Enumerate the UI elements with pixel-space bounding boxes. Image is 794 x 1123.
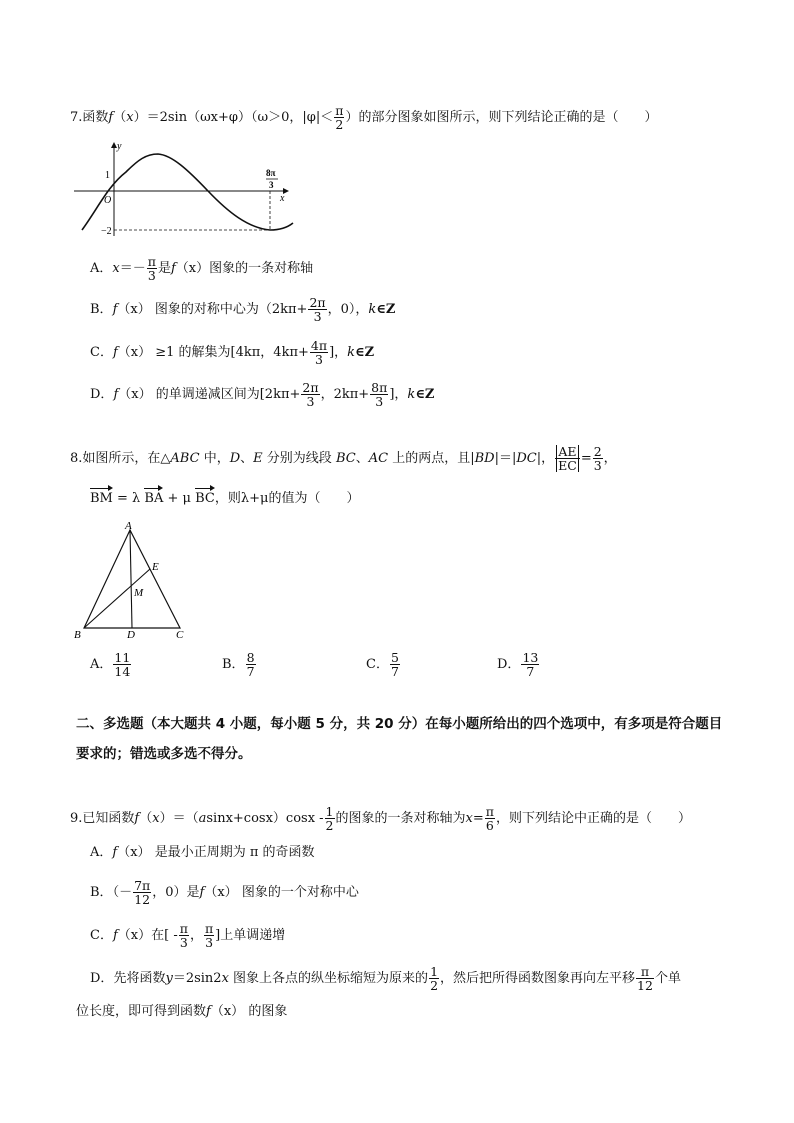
frac-num: 4π xyxy=(310,338,328,353)
q8-stem-text: = λ xyxy=(112,491,145,506)
q8-stem-text: |， xyxy=(536,451,555,466)
frac-num: 8 xyxy=(246,650,255,665)
graph-neg2: −2 xyxy=(101,226,112,237)
option-text: 是 xyxy=(157,261,171,276)
frac-num: π xyxy=(147,254,156,269)
option-text: ]， xyxy=(389,387,408,402)
frac-7pi-12 xyxy=(133,879,151,906)
frac-1-2 xyxy=(429,965,439,992)
frac-num: 2π xyxy=(302,380,319,395)
option-text: ，0）是 xyxy=(152,885,200,900)
frac-num: 8π xyxy=(371,380,388,395)
frac-num: π xyxy=(179,921,188,936)
option-label: C． xyxy=(366,657,389,672)
var-f: f xyxy=(112,845,118,860)
option-text: （x） xyxy=(175,261,210,276)
option-text: ，2kπ+ xyxy=(320,387,370,402)
q7-sine-graph xyxy=(68,140,298,240)
option-text: ]上单调递增 xyxy=(215,928,286,943)
option-text: ≥1 的解集为[4kπ，4kπ+ xyxy=(155,345,309,360)
frac-den: 3 xyxy=(147,268,156,283)
option-text: （x） xyxy=(117,928,152,943)
q8-stem-text: ，则λ+μ的值为（ ） xyxy=(214,491,360,506)
var-k: k xyxy=(407,387,416,402)
option-text: 图象的一条对称轴 xyxy=(209,261,314,276)
frac-num: 5 xyxy=(390,650,399,665)
option-text: ， xyxy=(189,928,203,943)
frac-den: 3 xyxy=(593,458,602,473)
q7-option-a xyxy=(90,255,313,282)
segment-ac: AC xyxy=(368,451,389,466)
q8-stem xyxy=(70,445,617,472)
frac-num: 13 xyxy=(522,650,539,665)
option-text: （x） xyxy=(117,302,151,317)
label-a: A xyxy=(125,520,132,532)
option-label: A． xyxy=(90,657,113,672)
q8-stem-text: |＝| xyxy=(494,451,517,466)
q7-option-d xyxy=(90,381,434,408)
q8-stem-text: 中， xyxy=(203,451,230,466)
frac-den: 3 xyxy=(315,352,323,367)
q7-stem-text-b: ＝2sin（ωx+φ）（ω＞0，|φ|＜ xyxy=(146,110,334,125)
frac-num: π xyxy=(636,965,654,979)
var-f: f xyxy=(206,1004,211,1019)
option-text: ]， xyxy=(329,345,348,360)
var-f: f xyxy=(134,811,140,826)
q9-stem: 9.已知函数f（x）＝（asinx+cosx）cosx - $\frac{1}{2}$ 的图象的一条对称轴为x= $\frac{\pi}{6}$ ，则下列结论中正确的是（ ） xyxy=(70,804,691,833)
var-f: f xyxy=(112,302,118,317)
section-heading-line-2: 要求的；错选或多选不得分。 xyxy=(76,746,252,762)
option-label: C． xyxy=(90,345,113,360)
graph-tick-den: 3 xyxy=(269,180,274,190)
option-label: D． xyxy=(90,971,114,986)
segment-dc: DC xyxy=(516,451,537,466)
point-e: E xyxy=(253,451,263,466)
section-heading-line-1: 二、多选题（本大题共 4 小题，每小题 5 分，共 20 分）在每小题所给出的四个选项中，有多项是符合题目 xyxy=(76,716,723,732)
var-k: k xyxy=(368,302,377,317)
frac-2pi-3 xyxy=(301,381,319,408)
option-value xyxy=(390,651,400,678)
q9-stem-text: sinx+cosx）cosx - xyxy=(206,811,324,826)
label-m: M xyxy=(134,587,144,599)
frac-4pi-3 xyxy=(310,339,328,366)
q7-option-c xyxy=(90,339,374,366)
section-heading xyxy=(76,709,736,769)
label-d: D xyxy=(127,629,135,640)
frac-den: 3 xyxy=(375,394,384,409)
q8-stem-text: 、 xyxy=(355,451,369,466)
var-f: f xyxy=(170,261,176,276)
vector-bc: BC xyxy=(195,491,215,506)
graph-x-label: x xyxy=(280,193,285,204)
frac-num: 2π xyxy=(309,295,326,310)
frac-den: 7 xyxy=(526,664,535,679)
graph-tick-num: 8π xyxy=(266,168,276,178)
q8-option-d xyxy=(497,651,540,678)
point-d: D xyxy=(229,451,241,466)
option-label: B． xyxy=(90,302,113,317)
option-label: A． xyxy=(90,261,113,276)
frac-den: 3 xyxy=(179,935,188,950)
option-text: 先将函数 xyxy=(113,971,166,986)
option-text: ，0）， xyxy=(327,302,369,317)
option-text: 的图象 xyxy=(248,1004,288,1019)
option-text: 图象上各点的纵坐标缩短为原来的 xyxy=(233,971,429,986)
option-value xyxy=(246,651,256,678)
var-x: x xyxy=(152,811,160,826)
q9-stem-text: 9.已知函数 xyxy=(70,811,135,826)
segment-bd: BD xyxy=(474,451,495,466)
segment-bc: BC xyxy=(335,451,356,466)
q7-pi-over-2 xyxy=(334,104,344,131)
var-f: f xyxy=(112,345,118,360)
frac-den: 2 xyxy=(335,117,344,132)
option-text: ＝2sin2 xyxy=(172,971,222,986)
q8-stem-text: 、 xyxy=(240,451,254,466)
var-f: f xyxy=(199,885,205,900)
q8-option-c xyxy=(366,651,401,678)
triangle-abc: ABC xyxy=(170,451,200,466)
option-text: （x） xyxy=(210,1004,245,1019)
option-label: B． xyxy=(222,657,245,672)
frac-den: 3 xyxy=(306,394,315,409)
q9-option-d xyxy=(90,965,681,992)
option-text: 在[ - xyxy=(151,928,178,943)
q8-option-b xyxy=(222,651,257,678)
q8-stem-text: 上的两点，且| xyxy=(392,451,475,466)
q7-option-b xyxy=(90,296,395,323)
q8-triangle-figure xyxy=(72,518,202,640)
option-text: （－ xyxy=(112,885,133,900)
q7-stem-text: 7.函数 xyxy=(70,110,109,125)
q9-option-c xyxy=(90,922,285,949)
var-y: y xyxy=(165,971,173,986)
option-text: （x） xyxy=(117,845,151,860)
vector-bm: BM xyxy=(90,491,113,506)
frac-den: 14 xyxy=(114,664,131,679)
q8-stem-text: ， xyxy=(603,451,617,466)
option-value xyxy=(521,651,539,678)
graph-y-label: y xyxy=(117,141,122,152)
q9-option-d-line-2 xyxy=(76,1004,287,1020)
option-value xyxy=(113,651,131,678)
ratio-ae-ec xyxy=(555,445,580,472)
frac-den: 6 xyxy=(485,818,494,833)
label-b: B xyxy=(74,629,81,640)
var-x: x xyxy=(112,261,120,276)
q9-stem-text: ，则下列结论中正确的是（ ） xyxy=(495,811,691,826)
vector-ba: BA xyxy=(144,491,164,506)
frac-den: 12 xyxy=(134,892,151,907)
frac-den: 2 xyxy=(430,978,439,993)
frac-2pi-3 xyxy=(308,296,326,323)
q8-stem-text: 分别为线段 xyxy=(266,451,332,466)
q9-option-b xyxy=(90,879,359,906)
q7-stem: 7.函数f（x）＝2sin（ωx+φ）（ω＞0，|φ|＜ $\frac{\pi}{2}$ ）的部分图象如图所示，则下列结论正确的是（ ） xyxy=(70,103,658,132)
frac-num: AE xyxy=(556,445,579,458)
frac-den: 3 xyxy=(205,935,214,950)
q7-stem-text-c: ）的部分图象如图所示，则下列结论正确的是（ ） xyxy=(345,110,658,125)
frac-den: 12 xyxy=(637,978,653,993)
segment-ad xyxy=(130,530,132,628)
q8-vector-equation xyxy=(90,491,359,507)
option-text: 个单 xyxy=(654,971,681,986)
var-f: f xyxy=(112,928,118,943)
q9-stem-text: ＝（ xyxy=(172,811,199,826)
option-label: D． xyxy=(497,657,521,672)
option-label: D． xyxy=(90,387,114,402)
frac-1-2 xyxy=(325,805,335,832)
option-text: 的单调递减区间为[2kπ+ xyxy=(155,387,301,402)
option-text: （x） xyxy=(204,885,238,900)
q9-stem-text: 的图象的一条对称轴为 xyxy=(335,811,466,826)
set-z: ∈Z xyxy=(376,302,396,317)
label-e: E xyxy=(152,561,159,573)
q7-f: f xyxy=(108,110,114,125)
frac-pi-6 xyxy=(485,805,495,832)
option-text: 图象的一个对称中心 xyxy=(241,885,359,900)
frac-2-3 xyxy=(593,445,603,472)
frac-pi-3 xyxy=(147,255,157,282)
frac-den: 7 xyxy=(246,664,255,679)
option-text: ，然后把所得函数图象再向左平移 xyxy=(440,971,636,986)
frac-den: 7 xyxy=(390,664,399,679)
var-a: a xyxy=(198,811,207,826)
frac-num: π xyxy=(204,921,214,936)
frac-num: π xyxy=(485,804,494,819)
frac-num: π xyxy=(335,103,344,118)
option-text: 是最小正周期为 π 的奇函数 xyxy=(154,845,315,860)
frac-den: 2 xyxy=(325,818,334,833)
option-text: 图象的对称中心为（2kπ+ xyxy=(154,302,308,317)
frac-num: 1 xyxy=(325,804,334,819)
option-label: B． xyxy=(90,885,113,900)
frac-num: 7π xyxy=(134,878,151,893)
frac-den: EC xyxy=(558,458,577,473)
frac-den: 3 xyxy=(313,309,322,324)
q8-stem-text: 8.如图所示，在△ xyxy=(70,451,171,466)
var-x: x xyxy=(465,811,473,826)
var-f: f xyxy=(113,387,119,402)
label-c: C xyxy=(176,629,184,640)
set-z: ∈Z xyxy=(355,345,375,360)
var-x: x xyxy=(221,971,229,986)
option-label: C． xyxy=(90,928,113,943)
graph-one: 1 xyxy=(105,170,110,181)
q9-option-a xyxy=(90,845,315,861)
frac-pi-12 xyxy=(636,965,654,992)
option-text: （x） xyxy=(118,387,152,402)
frac-num: 1 xyxy=(430,964,439,979)
frac-num: 11 xyxy=(114,650,131,665)
option-label: A． xyxy=(90,845,113,860)
frac-8pi-3 xyxy=(370,381,388,408)
option-text: （x） xyxy=(117,345,152,360)
q8-option-a xyxy=(90,651,132,678)
q8-stem-text: = xyxy=(580,451,592,466)
option-text: ＝－ xyxy=(119,261,146,276)
q9-stem-text: = xyxy=(472,811,484,826)
var-k: k xyxy=(347,345,356,360)
set-z: ∈Z xyxy=(415,387,435,402)
frac-pi-3 xyxy=(204,922,214,949)
graph-origin: O xyxy=(104,195,112,206)
q7-x: x xyxy=(126,110,134,125)
frac-num: 2 xyxy=(593,444,602,459)
q8-stem-text: + μ xyxy=(163,491,196,506)
option-text: 位长度，即可得到函数 xyxy=(76,1004,207,1019)
frac-pi-3 xyxy=(179,922,189,949)
